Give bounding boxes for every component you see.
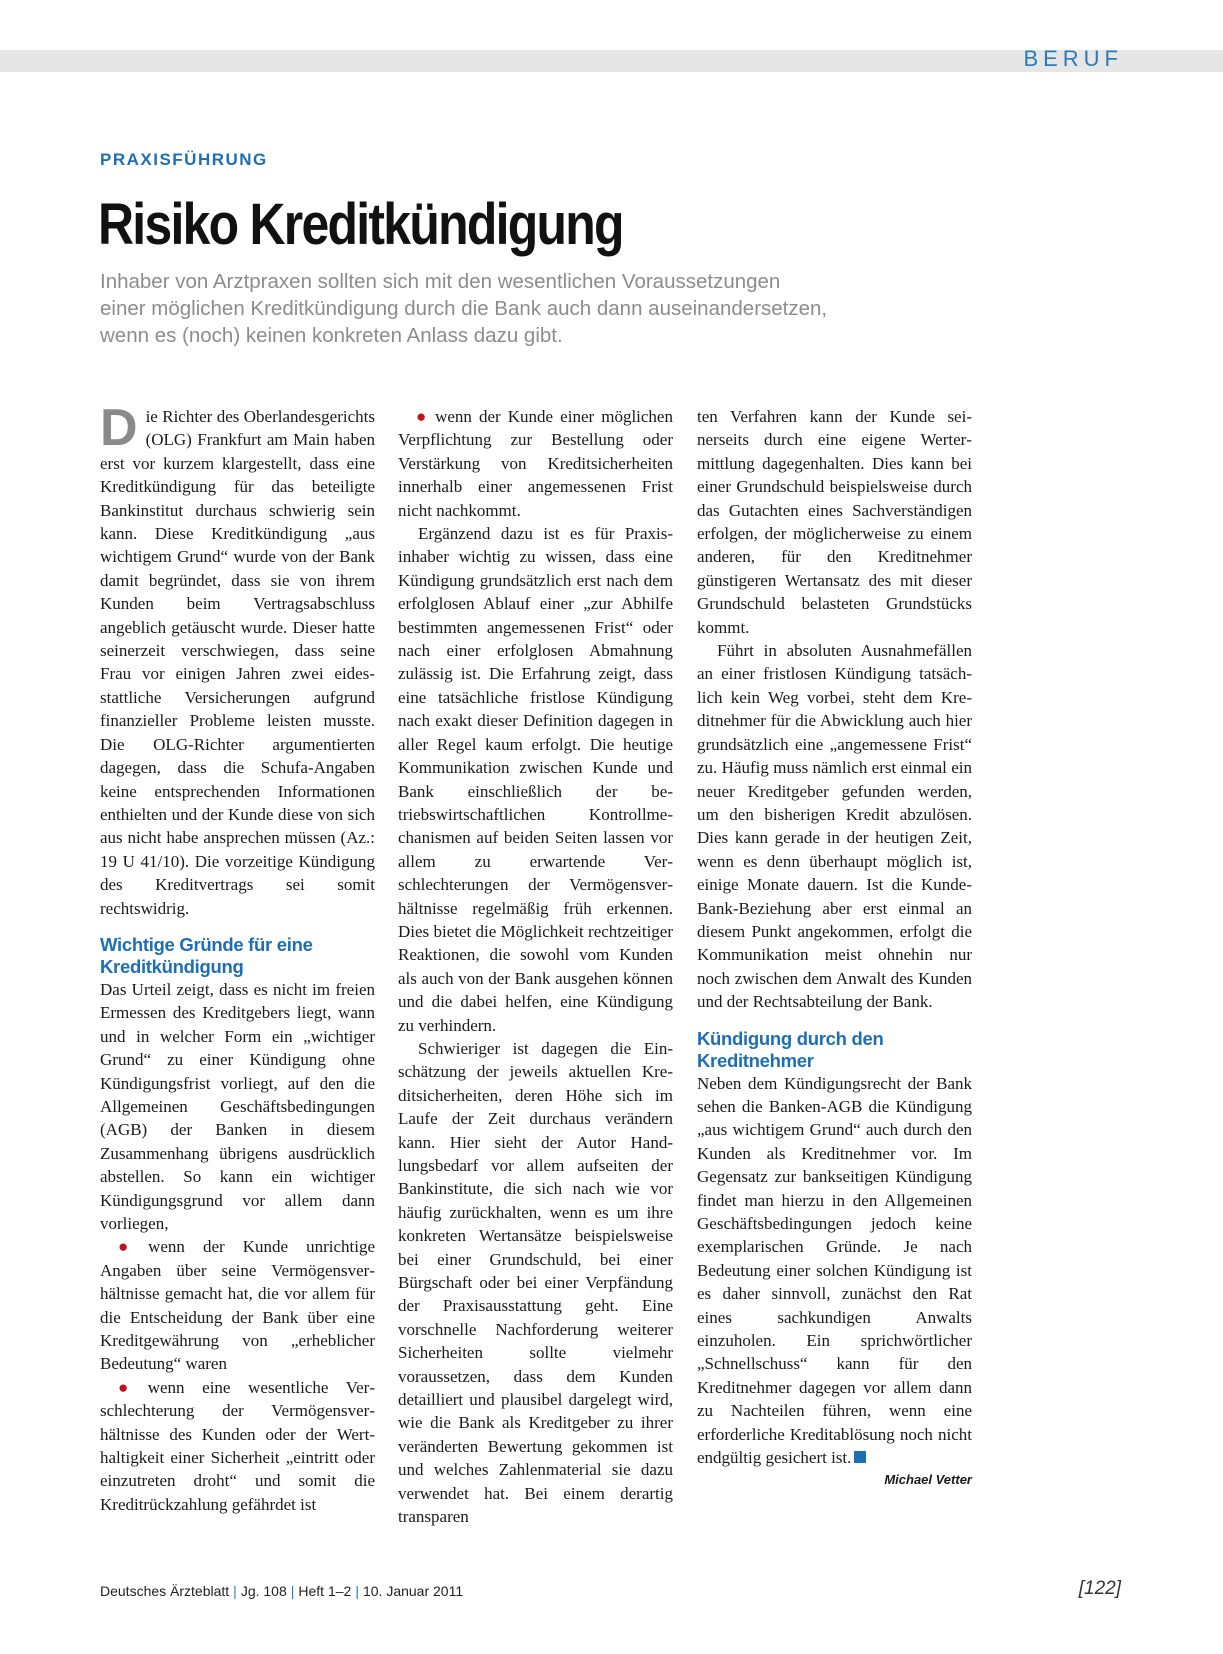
- journal-name: Deutsches Ärzteblatt: [100, 1583, 230, 1599]
- body-paragraph: [697, 1072, 972, 1470]
- body-paragraph: ten Verfahren kann der Kunde seinerseits durch eine eigene Wertermittlung dagegenhalten. Dies kann bei einer Grundschuld beispielsweise durch das Gutachten eines Sachverständigen erfolgen, der möglicherweise zu einem anderen, für den Kreditnehmer günstigeren Wertansatz des mit dieser Grundschuld belasteten Grundstücks kommt.: [697, 407, 972, 637]
- lead-line: Inhaber von Arztpraxen sollten sich mit den wesentlichen Voraussetzungen: [100, 270, 781, 293]
- bullet-icon: ●: [118, 1237, 143, 1257]
- separator: |: [290, 1583, 295, 1599]
- lead-line: einer möglichen Kreditkündigung durch die Bank auch dann auseinandersetzen,: [100, 297, 828, 320]
- body-text: Neben dem Kündigungsrecht der Bank sehen die Banken-AGB die Kündigung „aus wichtigem Grund“ auch durch den Kunden als Kreditnehmer vor. Im Gegensatz zur bankseitigen Kündigung findet man hierzu in den Allgemeinen Geschäftsbedingungen jedoch keine exemplarischen Gründe. Je nach Bedeutung einer solchen Kündigung ist es daher sinnvoll, zunächst den Rat eines sachkundigen Anwalts einzuholen. Ein sprichwörtlicher „Schnellschuss“ kann für den Kreditnehmer dagegen vor allem dann zu Nachteilen führen, wenn eine erforderliche Kreditablösung noch nicht endgültig gesichert ist.: [697, 1073, 972, 1468]
- separator: |: [233, 1583, 237, 1599]
- body-paragraph: Führt in absoluten Ausnahmefällen an einer fristlosen Kündigung tatsächlich kein Weg vorbei, steht dem Kreditnehmer für die Abwicklung auch hier grundsätzlich eine „angemessene Frist“ zu. Häufig muss nämlich erst einmal ein neuer Kreditgeber gefunden werden, um den bisherigen Kredit abzulösen. Dies kann gerade in der heutigen Zeit, wenn es denn überhaupt möglich ist, einige Monate dauern. Ist die Kunde-Bank-Beziehung aber erst einmal an diesem Punkt angekommen, erfolgt die Kommunikation meist ohnehin nur noch zwischen dem Anwalt des Kunden und der Rechtsabteilung der Bank.: [697, 641, 972, 1012]
- subheading: Kündigung durch den Kreditnehmer: [697, 1027, 884, 1071]
- bullet-item: [100, 1235, 375, 1375]
- separator: |: [355, 1583, 359, 1599]
- bullet-icon: ●: [118, 1377, 142, 1397]
- end-mark-icon: [854, 1451, 866, 1463]
- page-number: [122]: [1078, 1578, 1121, 1599]
- body-paragraph: Schwieriger ist dagegen die Einschätzung der jeweils aktuellen Kreditsicherheiten, deren Höhe sich im Laufe der Zeit durchaus verändern kann. Hier sieht der Autor Handlungsbedarf vor allem aufseiten der Bankinstitute, die sich nach wie vor häufig zurückhalten, wenn es um ihre konkreten Wertansätze beispielsweise bei einer Grundschuld, bei einer Bürgschaft oder bei einer Verpfändung der Praxisausstattung geht. Eine vorschnelle Nachforderung weiterer Sicherheiten sollte vielmehr voraussetzen, dass dem Kunden detailliert und plausibel dargelegt wird, wie die Bank als Kreditgeber zu ihrer veränderten Bewertung gekommen ist und welches Zahlenmaterial sie dazu verwendet hat. Bei einem derartig transparen: [398, 1038, 673, 1527]
- bullet-text: wenn eine wesentliche Verschlechterung der Vermögensverhältnisse des Kunden oder der Werthaltigkeit einer Sicherheit „eintritt oder einzutreten droht“ und somit die Kreditrückzahlung gefährdet ist: [100, 1377, 375, 1514]
- article-column-1: [100, 399, 375, 1516]
- bullet-item: [398, 405, 673, 522]
- bullet-item: [100, 1376, 375, 1516]
- kicker: PRAXISFÜHRUNG: [100, 150, 268, 169]
- volume: Jg. 108: [240, 1583, 287, 1599]
- article-column-3: [697, 405, 972, 1489]
- body-paragraph: Ergänzend dazu ist es für Praxisinhaber wichtig zu wissen, dass eine Kündigung grundsätzlich erst nach dem erfolglosen Ablauf einer „zur Abhilfe bestimmten angemessenen Frist“ oder nach einer erfolglosen Abmahnung zulässig ist. Die Erfahrung zeigt, dass eine tatsächliche fristlose Kündigung nach exakt dieser Definition dagegen in aller Regel kaum erfolgt. Die heutige Kommunikation zwischen Kunde und Bank einschließlich der betriebswirtschaftlichen Kontrollmechanismen auf beiden Seiten lassen vor allem zu erwartende Verschlechterungen der Vermögensverhältnisse regelmäßig früh erkennen. Dies bietet die Möglichkeit rechtzeitiger Reaktionen, die sowohl vom Kunden als auch von der Bank ausgehen können und die dabei helfen, eine Kündigung zu verhindern.: [398, 524, 673, 1035]
- subheading: Wichtige Gründe für eine Kreditkündigung: [100, 933, 313, 977]
- issue: Heft 1–2: [298, 1583, 352, 1599]
- issue-date: 10. Januar 2011: [362, 1583, 464, 1599]
- author-byline: Michael Vetter: [884, 1472, 972, 1488]
- page-title: Risiko Kreditkündigung: [98, 192, 623, 257]
- body-paragraph: Das Urteil zeigt, dass es nicht im freien Ermessen des Kreditgebers liegt, wann und in welcher Form ein „wichtiger Grund“ zu einer Kündigung ohne Kündigungsfrist vorliegt, auf den die Allgemeinen Geschäftsbedingungen (AGB) der Banken in diesem Zusammenhang übrigens ausdrücklich abstellen. So kann ein wichtiger Kündigungsgrund vor allem dann vorliegen,: [100, 979, 375, 1233]
- bullet-icon: ●: [416, 407, 430, 426]
- body-paragraph: [100, 399, 375, 920]
- body-text: ie Richter des Oberlandesgerichts (OLG) Frankfurt am Main haben erst vor kurzem klargestellt, dass eine Kreditkündigung für das beteiligte Bankinstitut durchaus schwierig sein kann. Diese Kreditkündigung „aus wichtigem Grund“ wurde von der Bank damit begründet, dass sie von ihrem Kunden beim Vertragsabschluss angeblich getäuscht wurde. Dieser hatte seinerzeit verschwiegen, dass seine Frau vor einigen Jahren zwei eidesstattliche Versicherungen aufgrund finanzieller Probleme leisten musste. Die OLG-Richter argumentierten dagegen, dass die Schufa-Angaben keine entsprechenden Informationen enthielten und der Kunde diese von sich aus nicht habe ansprechen müssen (Az.: 19 U 41/10). Die vorzeitige Kündigung des Kreditvertrags sei somit rechtswidrig.: [100, 407, 375, 918]
- article-column-2: [398, 405, 673, 1529]
- bullet-text: wenn der Kunde unrichtige Angaben über seine Vermögensverhältnisse gemacht hat, die vor allem für die Entscheidung der Bank über eine Kreditgewährung von „erheblicher Bedeutung“ waren: [100, 1237, 375, 1374]
- bullet-text: wenn der Kunde einer möglichen Verpflichtung zur Bestellung oder Verstärkung von Kreditsicherheiten innerhalb einer angemessenen Frist nicht nachkommt.: [398, 407, 673, 520]
- lead-line: wenn es (noch) keinen konkreten Anlass dazu gibt.: [100, 324, 563, 347]
- drop-cap: D: [100, 399, 138, 457]
- footer: [100, 1583, 463, 1599]
- section-label: BERUF: [1023, 46, 1123, 71]
- lead-paragraph: [100, 268, 960, 349]
